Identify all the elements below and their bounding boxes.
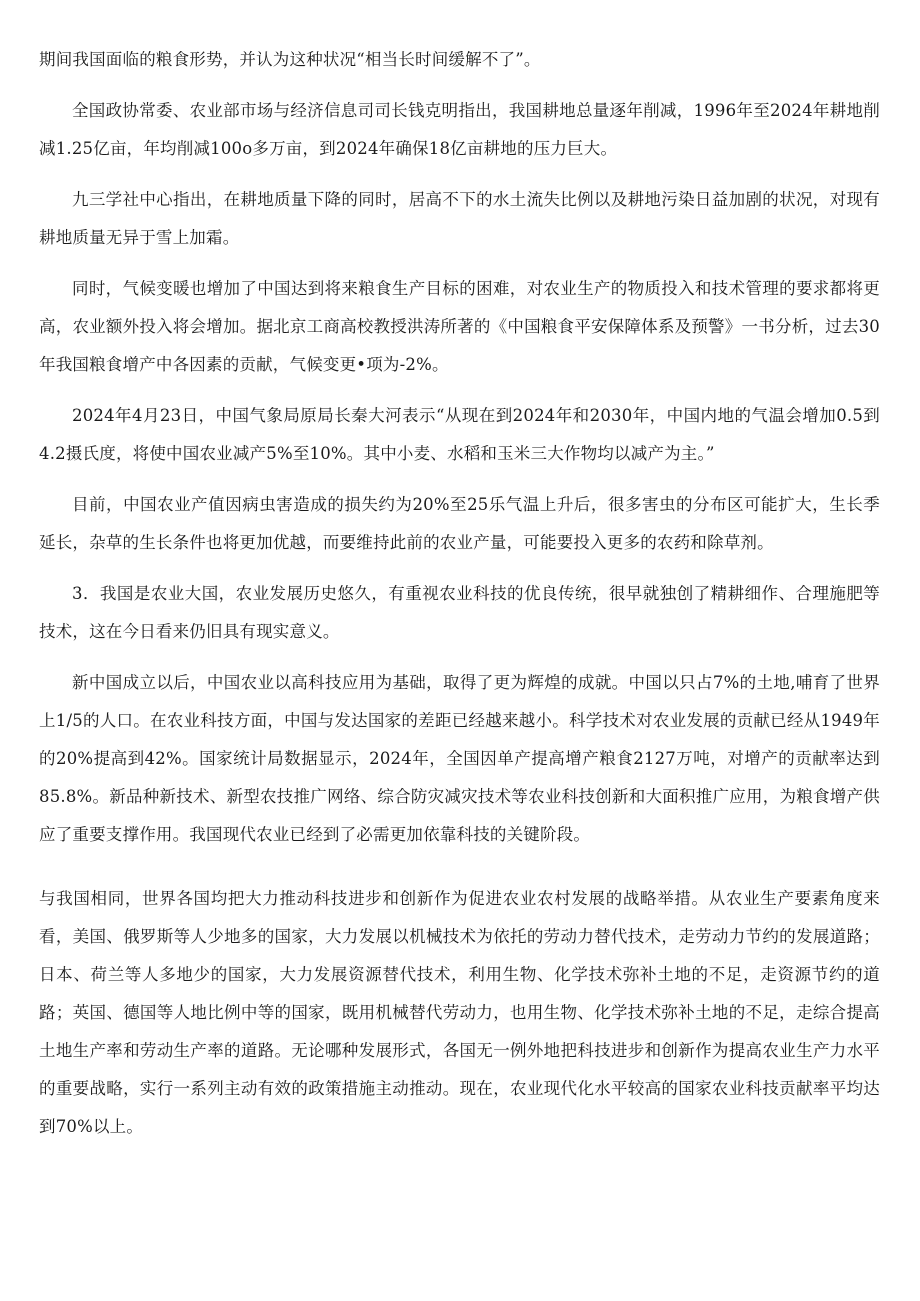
paragraph-technology-achievements: 新中国成立以后，中国农业以高科技应用为基础，取得了更为辉煌的成就。中国以只占7%的土地,哺育了世界上1/5的人口。在农业科技方面，中国与发达国家的差距已经越来越小。科学技术对农业发展的贡献已经从1949年的20%提高到42%。国家统计局数据显示，2024年，全国因单产提高增产粮食2127万吨，对增产的贡献率达到85.8%。新品种新技术、新型农技推广网络、综合防灾减灾技术等农业科技创新和大面积推广应用，为粮食增产供应了重要支撑作用。我国现代农业已经到了必需更加依靠科技的关键阶段。	[39, 673, 880, 844]
paragraph-world-strategies: 与我国相同，世界各国均把大力推动科技进步和创新作为促进农业农村发展的战略举措。从农业生产要素角度来看，美国、俄罗斯等人少地多的国家，大力发展以机械技术为依托的劳动力替代技术，走劳动力节约的发展道路；日本、荷兰等人多地少的国家，大力发展资源替代技术，利用生物、化学技术弥补土地的不足，走资源节约的道路；英国、德国等人地比例中等的国家，既用机械替代劳动力，也用生物、化学技术弥补土地的不足，走综合提高土地生产率和劳动生产率的道路。无论哪种发展形式，各国无一例外地把科技进步和创新作为提高农业生产力水平的重要战略，实行一系列主动有效的政策措施主动推动。现在，农业现代化水平较高的国家农业科技贡献率平均达到70%以上。	[39, 889, 880, 1136]
paragraph-agricultural-tradition: 3．我国是农业大国，农业发展历史悠久，有重视农业科技的优良传统，很早就独创了精耕细作、合理施肥等技术，这在今日看来仍旧具有现实意义。	[39, 584, 880, 641]
paragraph-farmland-quality: 九三学社中心指出，在耕地质量下降的同时，居高不下的水土流失比例以及耕地污染日益加剧的状况，对现有耕地质量无异于雪上加霜。	[39, 190, 880, 247]
paragraph-temperature-forecast: 2024年4月23日，中国气象局原局长秦大河表示“从现在到2024年和2030年，中国内地的气温会增加0.5到4.2摄氏度，将使中国农业减产5%至10%。其中小麦、水稻和玉米三大作物均以减产为主。”	[39, 406, 880, 463]
paragraph-climate-warming: 同时，气候变暖也增加了中国达到将来粮食生产目标的困难，对农业生产的物质投入和技术管理的要求都将更高，农业额外投入将会增加。据北京工商高校教授洪涛所著的《中国粮食平安保障体系及预警》一书分析，过去30年我国粮食增产中各因素的贡献，气候变更•项为-2%。	[39, 279, 880, 374]
paragraph-grain-situation: 期间我国面临的粮食形势，并认为这种状况“相当长时间缓解不了”。	[39, 50, 541, 69]
paragraph-farmland-reduction: 全国政协常委、农业部市场与经济信息司司长钱克明指出，我国耕地总量逐年削减，1996年至2024年耕地削减1.25亿亩，年均削减100o多万亩，到2024年确保18亿亩耕地的压力巨大。	[39, 101, 880, 158]
paragraph-pest-losses: 目前，中国农业产值因病虫害造成的损失约为20%至25乐气温上升后，很多害虫的分布区可能扩大，生长季延长，杂草的生长条件也将更加优越，而要维持此前的农业产量，可能要投入更多的农药和除草剂。	[39, 495, 880, 552]
